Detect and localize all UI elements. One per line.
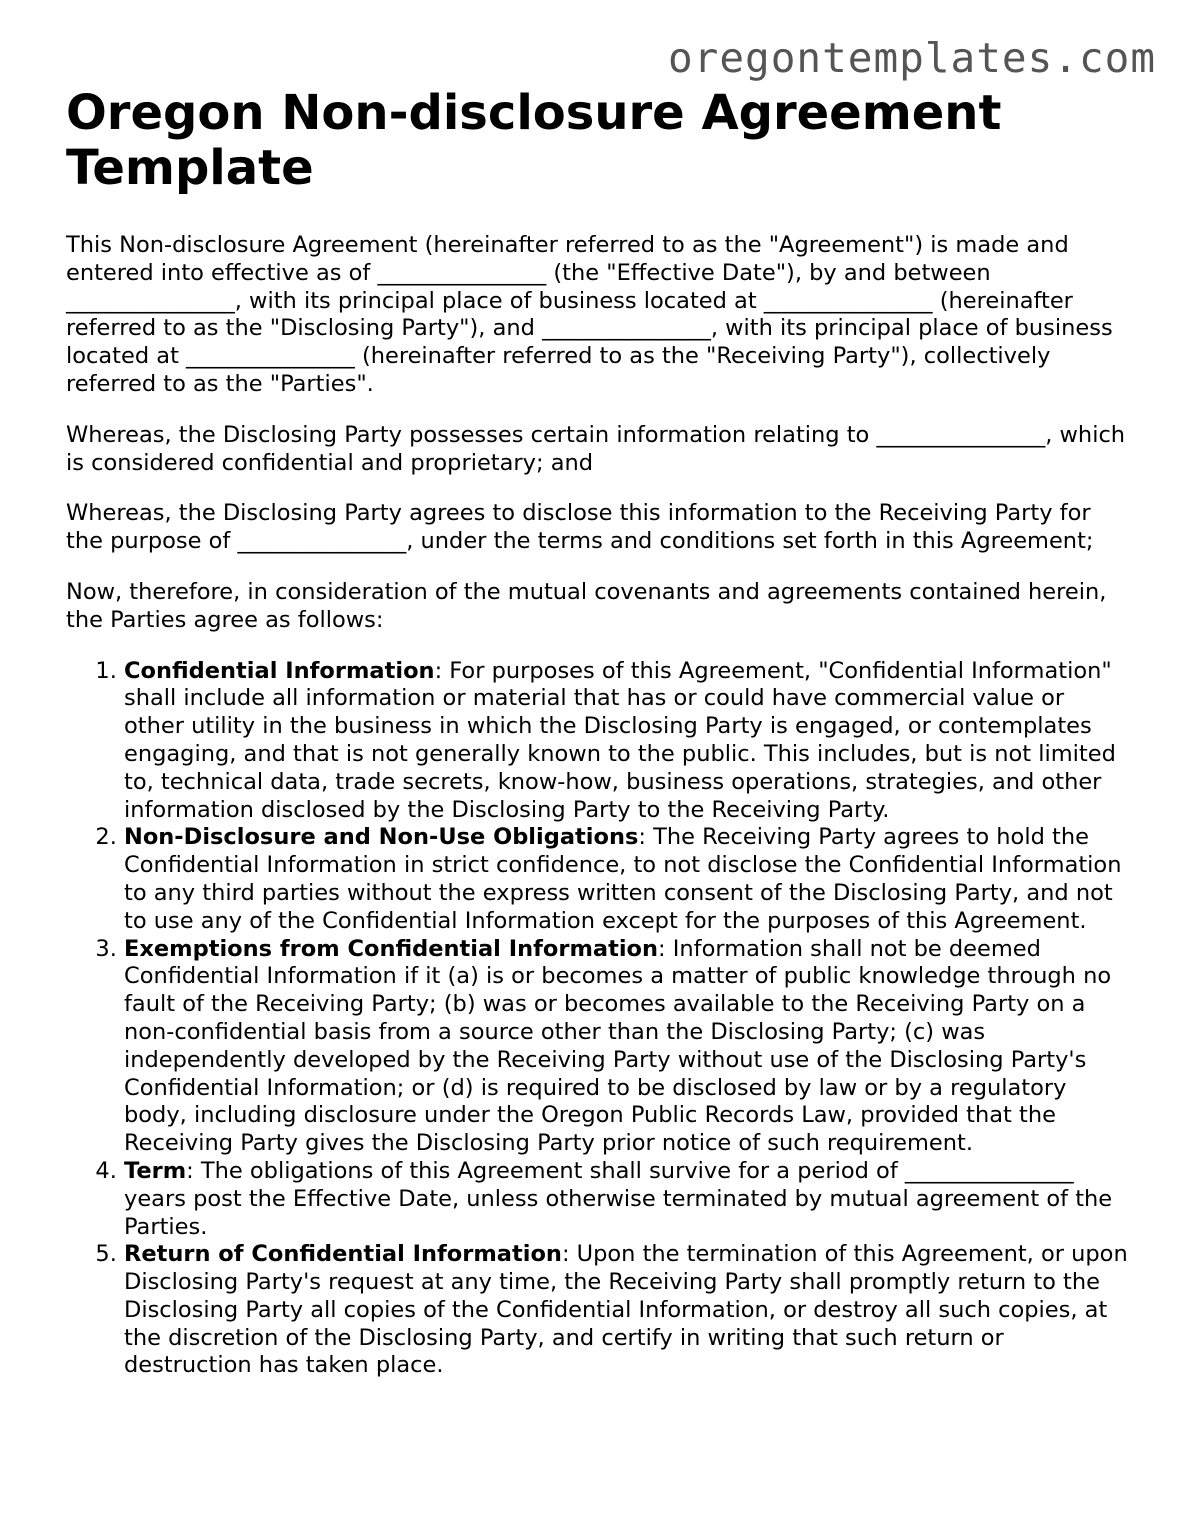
section-text: : The obligations of this Agreement shall survive for a period of _______________ years post the Effective Date, unless otherwise terminated by mutual agreement of the Parties. bbox=[124, 1157, 1113, 1240]
now-therefore-paragraph: Now, therefore, in consideration of the mutual covenants and agreements contained herein, the Parties agree as follows: bbox=[66, 578, 1107, 633]
intro-paragraph: This Non-disclosure Agreement (hereinafter referred to as the "Agreement") is made and entered into effective as of _______________ (the "Effective Date"), by and between _______________, with its principal place of business located at _______________ (hereinafter referred to as the "Disclosing Party"), and _______________, with its principal place of business located at _______________ (hereinafter referred to as the "Receiving Party"), collectively referred to as the "Parties". bbox=[66, 232, 1113, 397]
section-heading: Non-Disclosure and Non-Use Obligations bbox=[124, 824, 639, 851]
section-heading: Exemptions from Confidential Information bbox=[124, 935, 659, 962]
section-text: : Information shall not be deemed Confidential Information if it (a) is or becomes a matter of public knowledge through no fault of the Receiving Party; (b) was or becomes available to the Receiving Party on a non-confidential basis from a source other than the Disclosing Party; (c) was independently developed by the Receiving Party without use of the Disclosing Party's Confidential Information; or (d) is required to be disclosed by law or by a regulatory body, including disclosure under the Oregon Public Records Law, provided that the Receiving Party gives the Disclosing Party prior notice of such requirement. bbox=[124, 935, 1112, 1157]
list-item bbox=[124, 658, 1128, 825]
site-watermark: oregontemplates.com bbox=[668, 34, 1156, 82]
list-item bbox=[124, 1241, 1128, 1380]
section-heading: Return of Confidential Information bbox=[124, 1241, 562, 1268]
terms-list bbox=[66, 658, 1128, 1381]
whereas-paragraph-1: Whereas, the Disclosing Party possesses certain information relating to _______________, which is considered confidential and proprietary; and bbox=[66, 421, 1126, 476]
document-body bbox=[66, 86, 1128, 1380]
section-text: : For purposes of this Agreement, "Confidential Information" shall include all information or material that has or could have commercial value or other utility in the business in which the Disclosing Party is engaged, or contemplates engaging, and that is not generally known to the public. This includes, but is not limited to, technical data, trade secrets, know-how, business operations, strategies, and other information disclosed by the Disclosing Party to the Receiving Party. bbox=[124, 657, 1116, 823]
list-item bbox=[124, 936, 1128, 1158]
section-heading: Confidential Information bbox=[124, 657, 435, 684]
section-text: : The Receiving Party agrees to hold the Confidential Information in strict confidence, to not disclose the Confidential Information to any third parties without the express written consent of the Disclosing Party, and not to use any of the Confidential Information except for the purposes of this Agreement. bbox=[124, 824, 1122, 934]
section-text: : Upon the termination of this Agreement, or upon Disclosing Party's request at any time, the Receiving Party shall promptly return to the Disclosing Party all copies of the Confidential Information, or destroy all such copies, at the discretion of the Disclosing Party, and certify in writing that such return or destruction has taken place. bbox=[124, 1241, 1128, 1379]
list-item bbox=[124, 1158, 1128, 1241]
document-title: Oregon Non-disclosure Agreement Template bbox=[66, 85, 1002, 196]
whereas-paragraph-2: Whereas, the Disclosing Party agrees to disclose this information to the Receiving Party for the purpose of _______________, under the terms and conditions set forth in this Agreement; bbox=[66, 500, 1094, 555]
section-heading: Term bbox=[124, 1157, 187, 1184]
list-item bbox=[124, 824, 1128, 935]
